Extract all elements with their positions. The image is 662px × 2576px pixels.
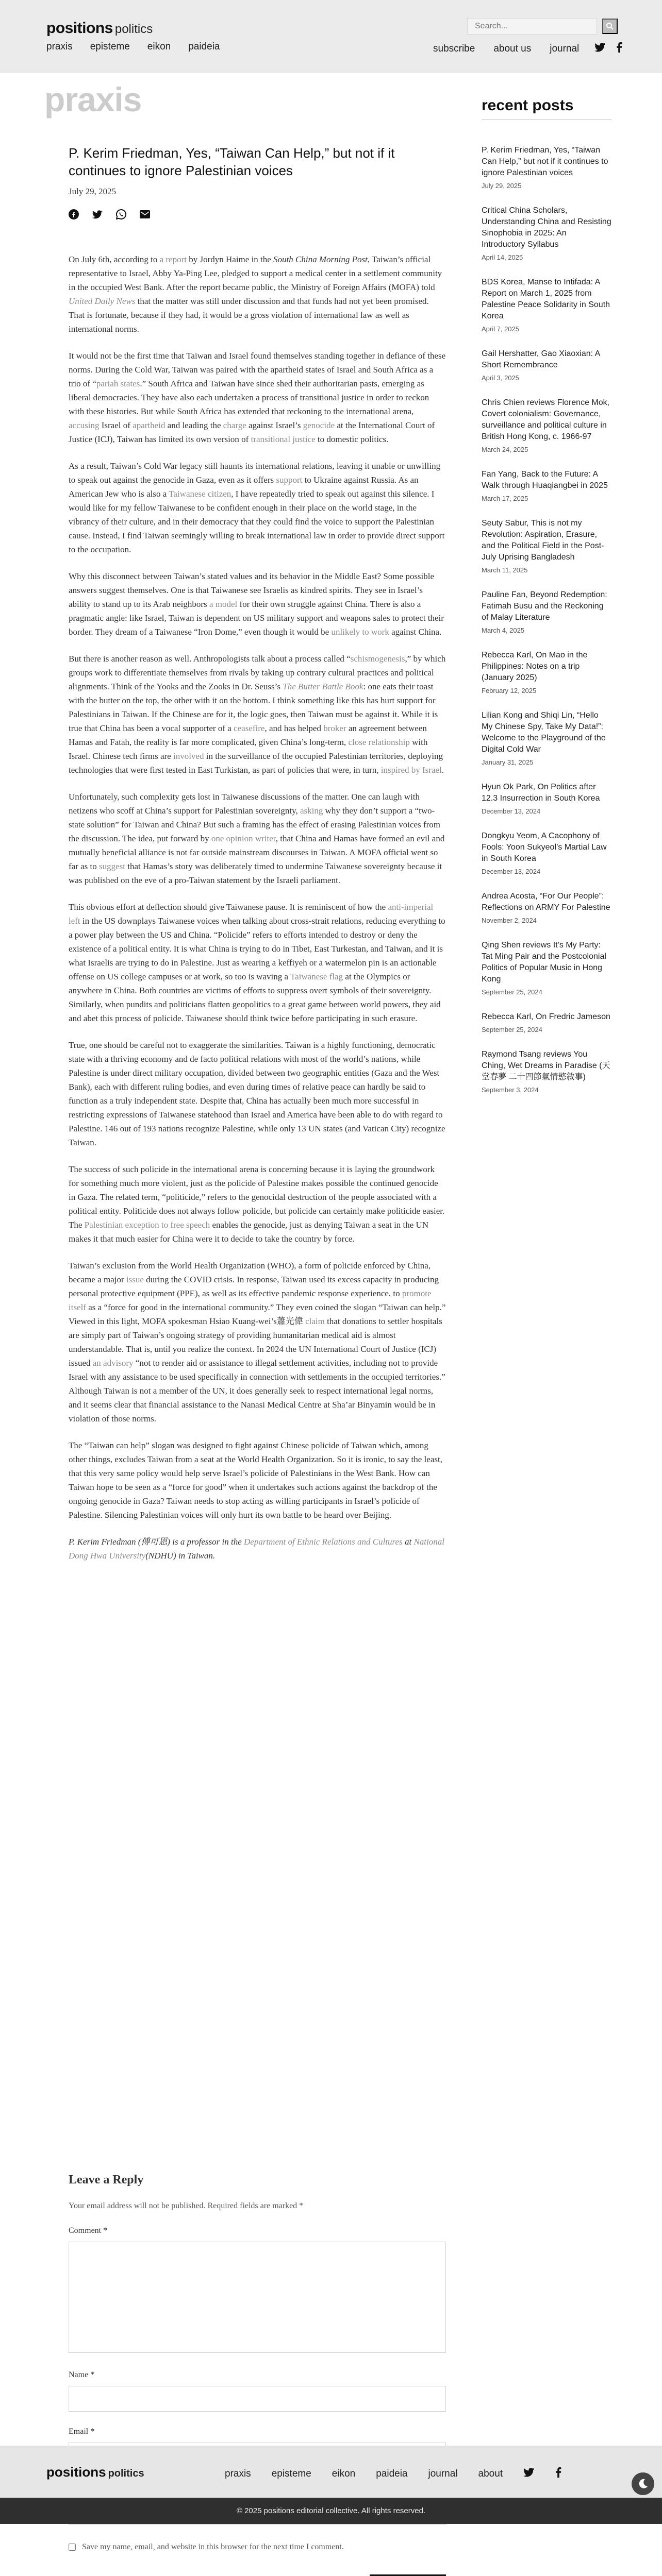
inline-link[interactable]: issue <box>126 1275 144 1284</box>
recent-post-link[interactable]: P. Kerim Friedman, Yes, “Taiwan Can Help,” but not if it continues to ignore Palestinian voices <box>482 146 608 177</box>
inline-link[interactable]: inspired by Israel <box>380 765 442 775</box>
inline-link[interactable]: ceasefire <box>234 723 265 733</box>
text-run: enables the genocide, just as denying Taiwan a seat in the UN makes it that much easier for China were it to decide to take the country by force. <box>69 1220 429 1244</box>
recent-post-date: April 7, 2025 <box>482 325 519 333</box>
text-run: Why this disconnect between Taiwan’s stated values and its behavior in the Middle East? Some possible answers suggest themselves. One is that Taiwanese see Israelis as kindred spirits. They see in Israel’s ability to stand up to its Arab neighbors <box>69 571 435 609</box>
recent-post-date: September 3, 2024 <box>482 1086 539 1094</box>
recent-post-link[interactable]: Gail Hershatter, Gao Xiaoxian: A Short Remembrance <box>482 349 600 369</box>
article-paragraph <box>69 790 446 887</box>
inline-link[interactable]: genocide <box>303 420 335 430</box>
inline-link[interactable]: schismogenesis <box>350 654 405 664</box>
text-run: (NDHU) in Taiwan. <box>145 1551 216 1561</box>
recent-post-link[interactable]: Lilian Kong and Shiqi Lin, “Hello My Chinese Spy, Take My Data!”: Welcome to the Playground of the Digital Cold War <box>482 711 606 754</box>
recent-post-link[interactable]: Raymond Tsang reviews You Ching, Wet Dreams in Paradise (天堂春夢 二十四節氣情慾敘事) <box>482 1050 610 1081</box>
article-paragraph <box>69 900 446 1025</box>
text-run: As a result, Taiwan’s Cold War legacy still haunts its international relations, leaving it unable or unwilling to speak out against the genocide in Gaza, even as it offers <box>69 461 441 485</box>
facebook-icon <box>69 209 79 219</box>
recent-post-item <box>482 650 611 694</box>
text-run: ,” by which groups work to differentiate themselves from rivals by taking up contrary cultural practices and political alignments. Think of the Yooks and the Zooks in Dr. Seuss’s <box>69 654 446 691</box>
recent-post-link[interactable]: Chris Chien reviews Florence Mok, Covert colonialism: Governance, surveillance and political culture in British Hong Kong, c. 1966-97 <box>482 398 610 441</box>
inline-link[interactable]: asking <box>300 806 323 816</box>
inline-link[interactable]: anti-imperial left <box>69 902 434 926</box>
recent-post-date: April 14, 2025 <box>482 253 523 261</box>
recent-post-link[interactable]: Critical China Scholars, Understanding China and Resisting Sinophobia in 2025: An Introductory Syllabus <box>482 206 611 249</box>
email-label: Email * <box>69 2427 95 2436</box>
recent-post-date: March 4, 2025 <box>482 626 525 634</box>
text-run: in the US downplays Taiwanese voices when talking about cross-strait relations, reducing everything to a power play between the US and China. “Policide” refers to efforts intended to destroy or deny the existence of a political entity. It is what China is trying to do in Tibet, East Turkestan, and Taiwan, and it is what Israelis are trying to do in Palestine. Just as wearing a keffiyeh or a watermelon pin is an actionable offense on US college campuses or at work, so too is waving a <box>69 916 445 981</box>
text-run: P. Kerim Friedman (傅可恩) is a professor in the <box>69 1537 244 1547</box>
twitter-icon <box>523 2468 535 2477</box>
footer-nav <box>225 2467 561 2481</box>
share-facebook-button[interactable] <box>69 209 79 219</box>
twitter-icon <box>594 43 606 52</box>
inline-link[interactable]: one opinion writer <box>211 834 276 843</box>
recent-post-date: September 25, 2024 <box>482 988 542 996</box>
inline-link[interactable]: charge <box>223 420 246 430</box>
inline-link[interactable]: apartheid <box>133 420 166 430</box>
article-paragraph <box>69 1162 446 1246</box>
text-run: Taiwan’s exclusion from the World Health Organization (WHO), a form of policide enforced by China, became a major <box>69 1261 431 1284</box>
footer-brand-light: politics <box>108 2468 144 2479</box>
recent-post-item <box>482 710 611 766</box>
recent-post-link[interactable]: BDS Korea, Manse to Intifada: A Report on March 1, 2025 from Palestine Peace Solidarity in South Korea <box>482 278 610 320</box>
twitter-link[interactable] <box>594 43 606 55</box>
text-run: that the matter was still under discussion and that funds had not yet been promised. That is fortunate, because if they had, it would be a gross violation of international law as well as international norms. <box>69 296 429 334</box>
recent-post-date: December 13, 2024 <box>482 807 541 815</box>
recent-post-date: July 29, 2025 <box>482 182 522 190</box>
recent-post-item <box>482 469 611 502</box>
text-run: But there is another reason as well. Anthropologists talk about a process called “ <box>69 654 351 664</box>
nav-eikon[interactable]: eikon <box>147 41 171 52</box>
text-run: .” South Africa and Taiwan have since shed their authoritarian pasts, emerging as liberal democracies. They have also each undertaken a process of transitional justice in order to reckon with these histories. But while South Africa has extended that reckoning to the international arena, <box>69 379 429 416</box>
text-run: to domestic politics. <box>315 434 389 444</box>
recent-post-item <box>482 891 611 924</box>
recent-post-item <box>482 348 611 382</box>
inline-link[interactable]: Taiwanese citizen <box>169 489 231 499</box>
footer-nav-paideia[interactable]: paideia <box>376 2468 408 2479</box>
inline-link[interactable]: suggest <box>99 861 126 871</box>
recent-post-date: March 17, 2025 <box>482 495 528 502</box>
inline-link[interactable]: promote itself <box>69 1289 432 1312</box>
inline-link[interactable]: broker <box>323 723 346 733</box>
share-buttons <box>69 209 446 219</box>
nav-praxis[interactable]: praxis <box>46 41 73 52</box>
recent-post-item <box>482 145 611 190</box>
recent-post-item <box>482 1011 611 1033</box>
recent-post-item <box>482 1049 611 1094</box>
save-info-checkbox[interactable] <box>69 2544 76 2551</box>
text-run: Israel of <box>99 420 133 430</box>
emphasis: South China Morning Post <box>273 255 368 264</box>
section-title: praxis <box>44 80 142 118</box>
article-paragraph <box>69 652 446 777</box>
footer-nav-eikon[interactable]: eikon <box>332 2468 356 2479</box>
text-run: True, one should be careful not to exaggerate the similarities. Taiwan is a highly functioning, democratic state with a thriving economy and de facto political relations with most of the world’s nations, while Palestine is under direct military occupation, divided between two geographic entities (Gaza and the West Bank), each with different ruling bodies, and even during times of relative peace can hardly be said to function as a truly independent state. Despite that, China has actually been much more successful in restricting expressions of Taiwanese statehood than Israel and America have been able to do with regard to Palestine. 146 out of 193 nations recognize Palestine, while only 13 UN states (and Vatican City) recognize Taiwan. <box>69 1040 445 1147</box>
inline-link[interactable]: unlikely to work <box>331 627 389 637</box>
facebook-icon <box>616 42 622 53</box>
brand-light: politics <box>114 22 153 36</box>
text-run: to Ukraine against Russia. As an American Jew who is also a <box>69 475 419 499</box>
recent-post-link[interactable]: Dongkyu Yeom, A Cacophony of Fools: Yoon Sukyeol’s Martial Law in South Korea <box>482 832 607 863</box>
footer-facebook-link[interactable] <box>555 2467 561 2481</box>
footer-twitter-link[interactable] <box>523 2468 535 2480</box>
share-email-button[interactable] <box>140 210 150 218</box>
recent-post-item <box>482 518 611 574</box>
text-run: , Taiwan’s official representative to Israel, Abby Ya-Ping Lee, pledged to support a medical center in a settlement community in the occupied West Bank. After the report became public, the Ministry of Foreign Affairs (MOFA) told <box>69 255 442 292</box>
article-paragraph <box>69 1259 446 1426</box>
text-run: and leading the <box>165 420 223 430</box>
footer-nav-about[interactable]: about <box>478 2468 503 2479</box>
dark-mode-toggle[interactable] <box>632 2472 654 2495</box>
recent-post-date: September 25, 2024 <box>482 1026 542 1033</box>
recent-post-date: January 31, 2025 <box>482 758 534 766</box>
inline-link[interactable]: The Butter Battle Book <box>283 682 363 691</box>
footer-nav-praxis[interactable]: praxis <box>225 2468 251 2479</box>
post-date: July 29, 2025 <box>69 187 117 196</box>
inline-link[interactable]: Department of Ethnic Relations and Cultures <box>244 1537 403 1547</box>
secondary-nav <box>433 42 622 56</box>
text-run: at the International Court of Justice (ICJ), Taiwan has limited its own version of <box>69 420 435 444</box>
recent-post-date: November 2, 2024 <box>482 917 537 924</box>
text-run: “not to render aid or assistance to illegal settlement activities, including not to provide Israel with any assistance to be used specifically in connection with settlements in the occupied territories.” Although Taiwan is not a member of the UN, it does generally seek to respect international legal norms, and it seems clear that financial assistance to the Nanasi Medical Centre at Sha’ar Binyamin would be in violation of those norms. <box>69 1358 445 1423</box>
article-paragraph <box>69 1438 446 1522</box>
nav-about-us[interactable]: about us <box>493 43 532 54</box>
article-body <box>69 252 446 1522</box>
text-run: as a “force for good in the international community.” They even coined the slogan “Taiwan can help.” Viewed in this light, MOFA spokesman Hsiao Kuang-wei’s蕭光偉 <box>69 1302 446 1326</box>
article-paragraph <box>69 569 446 639</box>
recent-post-link[interactable]: Qing Shen reviews It’s My Party: Tat Ming Pair and the Postcolonial Politics of Popular Music in Hong Kong <box>482 941 606 984</box>
recent-post-date: February 12, 2025 <box>482 687 537 694</box>
text-run: This obvious effort at deflection should give Taiwanese pause. It is reminiscent of how the <box>69 902 388 912</box>
recent-post-link[interactable]: Rebecca Karl, On Fredric Jameson <box>482 1012 610 1021</box>
reply-title: Leave a Reply <box>69 2173 144 2187</box>
inline-link[interactable]: United Daily News <box>69 296 136 306</box>
recent-post-link[interactable]: Rebecca Karl, On Mao in the Philippines: Notes on a trip (January 2025) <box>482 651 588 682</box>
text-run: in the surveillance of the occupied Palestinian territories, deploying technologies that were first tested in East Turkistan, as part of policies that were, in turn, <box>69 751 443 775</box>
author-byline <box>69 1535 446 1563</box>
recent-post-item <box>482 589 611 634</box>
save-info-label: Save my name, email, and website in this browser for the next time I comment. <box>82 2543 344 2551</box>
copyright-bar: © 2025 positions editorial collective. All rights reserved. <box>0 2498 662 2524</box>
inline-link[interactable]: an advisory <box>92 1358 134 1368</box>
reply-note: Your email address will not be published. Required fields are marked * <box>69 2201 304 2210</box>
text-run: against China. <box>389 627 442 637</box>
article-paragraph <box>69 459 446 556</box>
text-run: . <box>441 765 444 775</box>
recent-post-item <box>482 277 611 333</box>
recent-post-date: April 3, 2025 <box>482 374 519 382</box>
recent-post-item <box>482 940 611 996</box>
text-run: that donations to settler hospitals are simply part of Taiwan’s ongoing strategy of providing humanitarian medical aid is almost understandable. That is, until you realize the context. In 2024 the UN International Court of Justice (ICJ) issued <box>69 1316 442 1368</box>
facebook-link[interactable] <box>616 42 622 56</box>
recent-post-link[interactable]: Seuty Sabur, This is not my Revolution: Aspiration, Erasure, and the Political Field in the Post-July Uprising Bangladesh <box>482 519 604 562</box>
inline-link[interactable]: accusing <box>69 420 100 430</box>
recent-post-item <box>482 831 611 875</box>
text-run: , that China and Hamas have formed an evil and mutually beneficial alliance is not far outside mainstream discourses in Taiwan. A MOFA official went so far as to <box>69 834 445 871</box>
inline-link[interactable]: close relationship <box>348 737 410 747</box>
text-run: at <box>402 1537 414 1547</box>
recent-post-link[interactable]: Andrea Acosta, “For Our People”: Reflections on ARMY For Palestine <box>482 892 610 912</box>
inline-link[interactable]: a report <box>159 255 187 264</box>
inline-link[interactable]: claim <box>305 1316 325 1326</box>
nav-subscribe[interactable]: subscribe <box>433 43 475 54</box>
text-run: The success of such policide in the international arena is concerning because it is laying the groundwork for something much more violent, just as the policide of Palestine makes possible the continued genocide in Gaza. The related term, “politicide,” refers to the genocidal destruction of the people associated with a political entity. Politicide does not always follow policide, but policide can certainly make politicide easier. The <box>69 1164 445 1230</box>
sidebar-title: recent posts <box>482 97 611 120</box>
text-run: by Jordyn Haime in the <box>186 255 274 264</box>
facebook-icon <box>555 2467 561 2478</box>
site-logo[interactable] <box>46 20 153 37</box>
article-paragraph <box>69 1038 446 1149</box>
share-twitter-button[interactable] <box>92 210 103 219</box>
share-whatsapp-button[interactable] <box>116 209 126 219</box>
inline-link[interactable]: a model <box>209 599 238 609</box>
primary-nav <box>46 41 220 53</box>
text-run: , I have repeatedly tried to speak out against this silence. I would like for my fellow Taiwanese to be confident enough in their place on the world stage, in the vibrancy of their culture, and in their democracy that they could find the voice to support the Palestinian cause. Instead, I find Taiwan seemingly willing to break international law in order to provide direct support to the occupation. <box>69 489 445 554</box>
text-run: against Israel’s <box>246 420 303 430</box>
text-run: why they don’t support a “two-state solution” for Taiwan and China? But such a framing has the effect of erasing Palestinian voices from the discussion. The idea, put forward by <box>69 806 440 843</box>
footer-logo[interactable] <box>46 2464 144 2480</box>
search-button[interactable] <box>602 19 618 34</box>
footer-brand-bold: positions <box>46 2464 106 2480</box>
recent-post-date: December 13, 2024 <box>482 868 541 875</box>
whatsapp-icon <box>116 209 126 219</box>
recent-post-link[interactable]: Pauline Fan, Beyond Redemption: Fatimah Busu and the Reckoning of Malay Literature <box>482 590 607 622</box>
inline-link[interactable]: Palestinian exception to free speech <box>84 1220 210 1230</box>
sidebar <box>482 97 611 1109</box>
search-icon <box>606 22 614 30</box>
footer-nav-journal[interactable]: journal <box>428 2468 458 2479</box>
inline-link[interactable]: support <box>276 475 303 485</box>
text-run: that Hamas’s story was deliberately timed to undermine Taiwanese sovereignty because it was published on the eve of a pro-Taiwan statement by the Israeli parliament. <box>69 861 442 885</box>
text-run: with Israel. Chinese tech firms are <box>69 737 428 761</box>
twitter-icon <box>92 210 103 219</box>
name-label: Name * <box>69 2370 95 2379</box>
text-run: On July 6th, according to <box>69 255 160 264</box>
recent-posts-list <box>482 145 611 1094</box>
post-comment-button[interactable] <box>370 2574 446 2576</box>
nav-paideia[interactable]: paideia <box>188 41 220 52</box>
inline-link[interactable]: involved <box>173 751 204 761</box>
text-run: at the Olympics or anywhere in China. Both countries are victims of efforts to suppress overt symbols of their sovereignty. Similarly, when pundits and politicians flatten geopolitics to a great game between world powers, they aid and abet this process of policide. Taiwanese should think twice before participating in such erasure. <box>69 972 441 1023</box>
post-title: P. Kerim Friedman, Yes, “Taiwan Can Help,” but not if it continues to ignore Palestinian voices <box>69 145 395 178</box>
site-header <box>0 0 662 73</box>
brand-bold: positions <box>46 20 113 37</box>
text-run: during the COVID crisis. In response, Taiwan used its excess capacity in producing personal protective equipment (PPE), as well as its effective pandemic response experience, to <box>69 1275 439 1298</box>
recent-post-item <box>482 205 611 261</box>
inline-link[interactable]: National Dong Hwa University <box>69 1537 444 1561</box>
footer-nav-episteme[interactable]: episteme <box>271 2468 311 2479</box>
save-info-row <box>69 2543 446 2552</box>
text-run: : one eats their toast with the butter on the top, the other with it on the bottom. I think something like this has hurt support for Palestinians in Taiwan. If the Chinese are for it, the logic goes, then Taiwan must be against it. While it is true that China has been a vocal supporter of a <box>69 682 438 733</box>
submit-row <box>69 2574 446 2576</box>
recent-post-link[interactable]: Fan Yang, Back to the Future: A Walk through Huaqiangbei in 2025 <box>482 470 608 490</box>
name-field[interactable] <box>69 2386 446 2412</box>
text-run: The “Taiwan can help” slogan was designed to fight against Chinese policide of Taiwan which, among other things, excludes Taiwan from a seat at the World Health Organization. So it is ironic, to say the least, that this very same policy would help serve Israel’s policide of Palestinians in the West Bank. How can Taiwan hope to be seen as a “force for good” when it undertakes such actions against the backdrop of the ongoing genocide in Gaza? Taiwan needs to stop acting as willing participants in Israel’s policide of Palestine. Silencing Palestinian voices will only hurt its own battle to be heard over Beijing. <box>69 1440 442 1520</box>
moon-icon <box>637 2478 649 2489</box>
inline-link[interactable]: pariah states <box>96 379 140 388</box>
recent-post-link[interactable]: Hyun Ok Park, On Politics after 12.3 Insurrection in South Korea <box>482 783 600 803</box>
inline-link[interactable]: transitional justice <box>251 434 316 444</box>
article-paragraph <box>69 252 446 336</box>
recent-post-date: March 24, 2025 <box>482 446 528 453</box>
text-run: for their own struggle against China. There is also a pragmatic angle: like Israel, Taiwan is dependent on US military support and weapons sales to protect their border. They dream of a Taiwanese “Iron Dome,” even though it would be <box>69 599 444 637</box>
comment-label: Comment * <box>69 2226 108 2235</box>
email-icon <box>140 210 150 218</box>
recent-post-item <box>482 397 611 453</box>
social-links <box>594 42 622 56</box>
search-form <box>467 18 618 35</box>
site-footer <box>0 2446 662 2524</box>
search-input[interactable] <box>467 18 597 35</box>
text-run: , and has helped <box>264 723 324 733</box>
article-paragraph <box>69 349 446 446</box>
article <box>69 144 446 1563</box>
text-run: It would not be the first time that Taiwan and Israel found themselves standing together in defiance of these norms. During the Cold War, Taiwan was paired with the apartheid states of Israel and South Africa as a trio of “ <box>69 351 446 388</box>
nav-journal[interactable]: journal <box>550 43 580 54</box>
recent-post-date: March 11, 2025 <box>482 566 528 574</box>
inline-link[interactable]: Taiwanese flag <box>290 972 343 981</box>
comment-textarea[interactable] <box>69 2242 446 2353</box>
text-run: an agreement between Hamas and Fatah, the reality is far more complicated, given China’s long-term, <box>69 723 427 747</box>
nav-episteme[interactable]: episteme <box>90 41 130 52</box>
recent-post-item <box>482 782 611 815</box>
text-run: Unfortunately, such complexity gets lost in Taiwanese discussions of the matter. One can laugh with netizens who scoff at China’s support for Palestinian sovereignty, <box>69 792 420 816</box>
